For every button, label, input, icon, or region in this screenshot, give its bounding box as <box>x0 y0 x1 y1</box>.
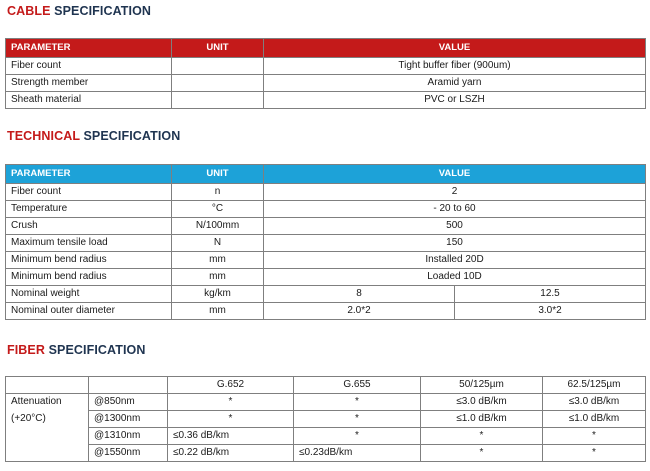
header-50-125: 50/125µm <box>421 377 543 394</box>
table-header-row <box>6 377 646 394</box>
unit-cell <box>172 92 264 109</box>
header-parameter: PARAMETER <box>6 165 172 184</box>
value-cell: 500 <box>264 218 646 235</box>
header-g655: G.655 <box>294 377 421 394</box>
empty-cell <box>6 377 89 394</box>
fiber-spec-table <box>5 376 646 462</box>
value-cell-b: 12.5 <box>455 286 646 303</box>
value-cell: 150 <box>264 235 646 252</box>
wavelength-cell: @1550nm <box>89 445 168 462</box>
g655-cell: * <box>294 428 421 445</box>
m62-cell: * <box>543 445 646 462</box>
param-cell: Sheath material <box>6 92 172 109</box>
param-cell: Strength member <box>6 75 172 92</box>
table-header-row <box>6 39 646 58</box>
attenuation-condition: (+20°C) <box>6 411 89 428</box>
empty-cell <box>89 377 168 394</box>
wavelength-cell: @1300nm <box>89 411 168 428</box>
wavelength-cell: @1310nm <box>89 428 168 445</box>
param-cell: Fiber count <box>6 58 172 75</box>
table-row <box>6 252 646 269</box>
header-62-5-125: 62.5/125µm <box>543 377 646 394</box>
param-cell: Crush <box>6 218 172 235</box>
table-row <box>6 218 646 235</box>
header-parameter: PARAMETER <box>6 39 172 58</box>
unit-cell <box>172 58 264 75</box>
table-row <box>6 58 646 75</box>
g652-cell: ≤0.22 dB/km <box>168 445 294 462</box>
value-cell: Aramid yarn <box>264 75 646 92</box>
unit-cell: mm <box>172 252 264 269</box>
header-value: VALUE <box>264 39 646 58</box>
m50-cell: ≤1.0 dB/km <box>421 411 543 428</box>
value-cell: Loaded 10D <box>264 269 646 286</box>
m62-cell: ≤3.0 dB/km <box>543 394 646 411</box>
cable-spec-table <box>5 38 646 109</box>
table-row <box>6 286 646 303</box>
g652-cell: * <box>168 394 294 411</box>
unit-cell: mm <box>172 269 264 286</box>
table-row <box>6 75 646 92</box>
table-row <box>6 411 646 428</box>
g652-cell: * <box>168 411 294 428</box>
unit-cell: kg/km <box>172 286 264 303</box>
param-cell: Minimum bend radius <box>6 269 172 286</box>
value-cell-a: 2.0*2 <box>264 303 455 320</box>
value-cell: 2 <box>264 184 646 201</box>
value-cell: - 20 to 60 <box>264 201 646 218</box>
table-row <box>6 184 646 201</box>
unit-cell: N <box>172 235 264 252</box>
param-cell: Minimum bend radius <box>6 252 172 269</box>
table-row <box>6 303 646 320</box>
table-row <box>6 428 646 445</box>
table-row <box>6 394 646 411</box>
m50-cell: * <box>421 428 543 445</box>
cable-spec-title: CABLE SPECIFICATION <box>7 4 152 18</box>
value-cell: PVC or LSZH <box>264 92 646 109</box>
wavelength-cell: @850nm <box>89 394 168 411</box>
table-row <box>6 92 646 109</box>
unit-cell <box>172 75 264 92</box>
param-cell: Nominal weight <box>6 286 172 303</box>
table-header-row <box>6 165 646 184</box>
header-unit: UNIT <box>172 165 264 184</box>
m50-cell: ≤3.0 dB/km <box>421 394 543 411</box>
table-row <box>6 235 646 252</box>
param-cell: Fiber count <box>6 184 172 201</box>
m62-cell: * <box>543 428 646 445</box>
unit-cell: mm <box>172 303 264 320</box>
technical-spec-table <box>5 164 646 320</box>
g652-cell: ≤0.36 dB/km <box>168 428 294 445</box>
m62-cell: ≤1.0 dB/km <box>543 411 646 428</box>
value-cell: Installed 20D <box>264 252 646 269</box>
g655-cell: * <box>294 394 421 411</box>
table-row <box>6 445 646 462</box>
empty-cell <box>6 445 89 462</box>
table-row <box>6 201 646 218</box>
fiber-spec-title: FIBER SPECIFICATION <box>7 343 146 357</box>
header-value: VALUE <box>264 165 646 184</box>
m50-cell: * <box>421 445 543 462</box>
unit-cell: N/100mm <box>172 218 264 235</box>
header-unit: UNIT <box>172 39 264 58</box>
unit-cell: °C <box>172 201 264 218</box>
attenuation-label: Attenuation <box>6 394 89 411</box>
value-cell: Tight buffer fiber (900um) <box>264 58 646 75</box>
unit-cell: n <box>172 184 264 201</box>
value-cell-a: 8 <box>264 286 455 303</box>
param-cell: Nominal outer diameter <box>6 303 172 320</box>
g655-cell: * <box>294 411 421 428</box>
param-cell: Maximum tensile load <box>6 235 172 252</box>
param-cell: Temperature <box>6 201 172 218</box>
technical-spec-title: TECHNICAL SPECIFICATION <box>7 129 181 143</box>
header-g652: G.652 <box>168 377 294 394</box>
table-row <box>6 269 646 286</box>
g655-cell: ≤0.23dB/km <box>294 445 421 462</box>
empty-cell <box>6 428 89 445</box>
value-cell-b: 3.0*2 <box>455 303 646 320</box>
